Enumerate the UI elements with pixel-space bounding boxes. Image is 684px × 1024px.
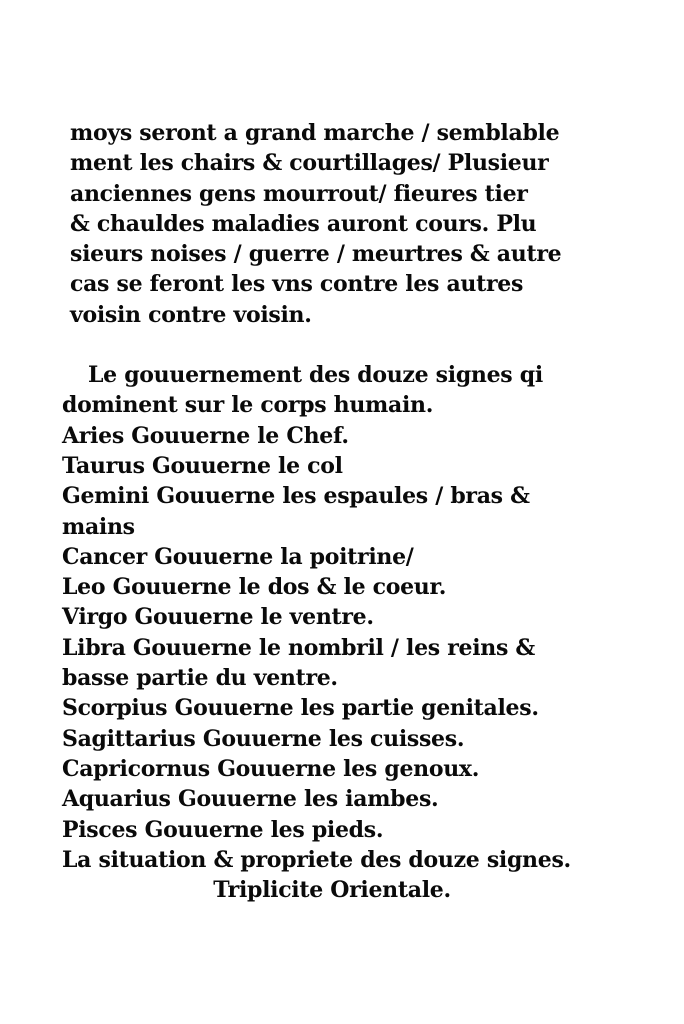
- sign-line-taurus: Taurus Gouuerne le col: [62, 452, 343, 479]
- zodiac-governance-list: [62, 360, 602, 905]
- text-line: anciennes gens mourrout/ fieures tier: [70, 180, 528, 207]
- sign-line-pisces: Pisces Gouuerne les pieds.: [62, 816, 384, 843]
- text-line: ment les chairs & courtillages/ Plusieur: [70, 150, 549, 177]
- sign-line-gemini: Gemini Gouuerne les espaules / bras &: [62, 483, 530, 510]
- text-line: mains: [62, 513, 135, 540]
- paragraph-gap: [62, 330, 602, 360]
- text-line: sieurs noises / guerre / meurtres & autre: [70, 241, 562, 268]
- section-heading: Le gouuernement des douze signes qi: [88, 362, 543, 389]
- sign-line-libra: Libra Gouuerne le nombril / les reins &: [62, 634, 535, 661]
- sign-line-scorpius: Scorpius Gouuerne les partie genitales.: [62, 695, 539, 722]
- text-line: La situation & propriete des douze signes.: [62, 846, 571, 873]
- sign-line-sagittarius: Sagittarius Gouuerne les cuisses.: [62, 725, 465, 752]
- page-text: [62, 118, 602, 905]
- text-line: voisin contre voisin.: [70, 301, 312, 328]
- sign-line-virgo: Virgo Gouuerne le ventre.: [62, 604, 374, 631]
- text-line: & chauldes maladies auront cours. Plu: [70, 210, 537, 237]
- prognostication-paragraph: [62, 118, 602, 330]
- sign-line-leo: Leo Gouuerne le dos & le coeur.: [62, 574, 447, 601]
- text-line: basse partie du ventre.: [62, 665, 338, 692]
- text-line: dominent sur le corps humain.: [62, 392, 434, 419]
- text-line: moys seront a grand marche / semblable: [70, 120, 560, 146]
- sign-line-cancer: Cancer Gouuerne la poitrine/: [62, 543, 414, 570]
- sign-line-capricornus: Capricornus Gouuerne les genoux.: [62, 755, 480, 782]
- sign-line-aries: Aries Gouuerne le Chef.: [62, 422, 349, 449]
- sign-line-aquarius: Aquarius Gouuerne les iambes.: [62, 786, 439, 813]
- closing-heading: Triplicite Orientale.: [213, 877, 451, 904]
- text-line: cas se feront les vns contre les autres: [70, 271, 524, 298]
